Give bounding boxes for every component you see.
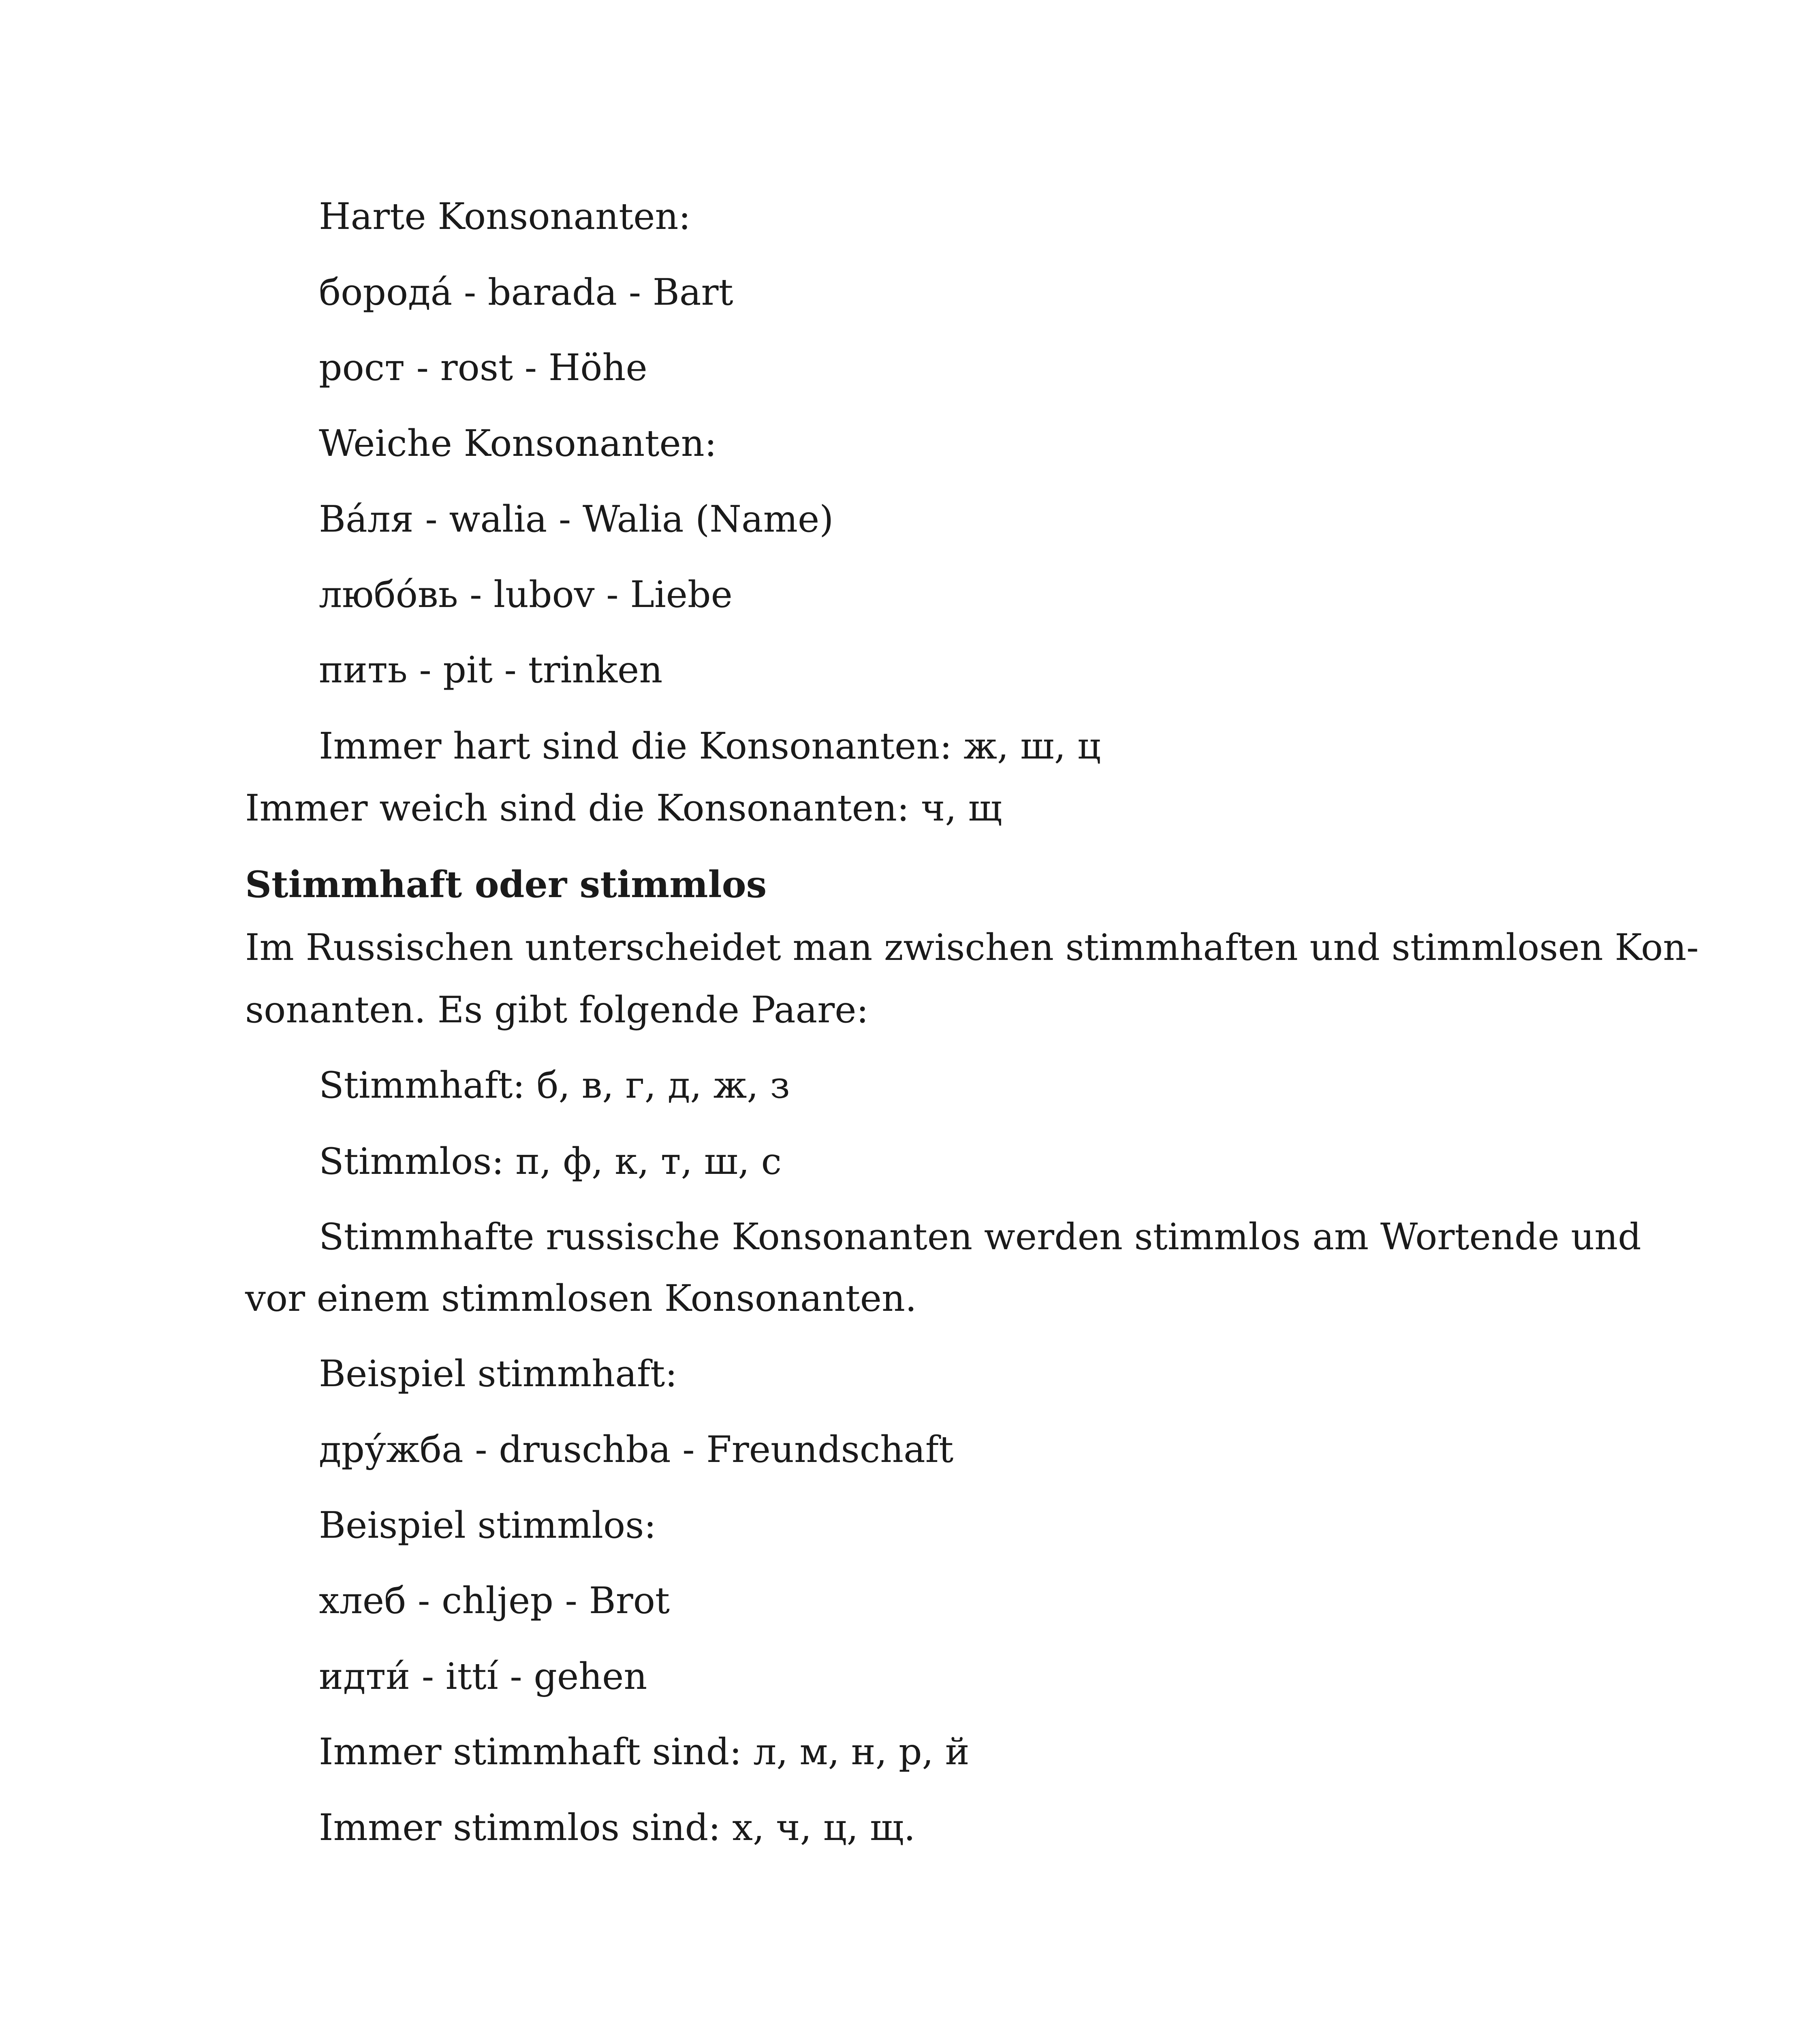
example-line: хлеб - chljep - Brot <box>319 1579 670 1622</box>
paragraph-line: Stimmhafte russische Konsonanten werden stimmlos am Wortende und <box>319 1216 1641 1258</box>
text-line: Harte Konsonanten: <box>319 195 691 238</box>
text-line: Immer weich sind die Konsonanten: ч, щ <box>245 787 1002 829</box>
example-line: любо́вь - lubov - Liebe <box>319 573 733 616</box>
text-line: Immer stimmhaft sind: л, м, н, р, й <box>319 1731 970 1773</box>
text-line: Immer stimmlos sind: х, ч, ц, щ. <box>319 1806 916 1849</box>
paragraph-line: vor einem stimmlosen Konsonanten. <box>245 1277 917 1320</box>
paragraph-line: Im Russischen unterscheidet man zwischen stimmhaften und stimmlosen Kon- <box>245 926 1699 969</box>
text-line: Beispiel stimmhaft: <box>319 1353 677 1395</box>
text-line: Weiche Konsonanten: <box>319 422 717 465</box>
example-line: борода́ - barada - Bart <box>319 271 733 314</box>
example-line: дру́жба - druschba - Freundschaft <box>319 1428 954 1471</box>
section-heading: Stimmhaft oder stimmlos <box>245 863 767 906</box>
example-line: Ва́ля - walia - Walia (Name) <box>319 498 834 541</box>
example-line: идти́ - ittí - gehen <box>319 1655 647 1698</box>
text-line: Beispiel stimmlos: <box>319 1504 656 1547</box>
example-line: пить - pit - trinken <box>319 649 663 691</box>
text-line: Immer hart sind die Konsonanten: ж, ш, ц <box>319 725 1101 767</box>
paragraph-line: sonanten. Es gibt folgende Paare: <box>245 989 869 1031</box>
example-line: рост - rost - Höhe <box>319 346 647 389</box>
text-line: Stimmhaft: б, в, г, д, ж, з <box>319 1064 790 1107</box>
text-line: Stimmlos: п, ф, к, т, ш, с <box>319 1140 782 1183</box>
